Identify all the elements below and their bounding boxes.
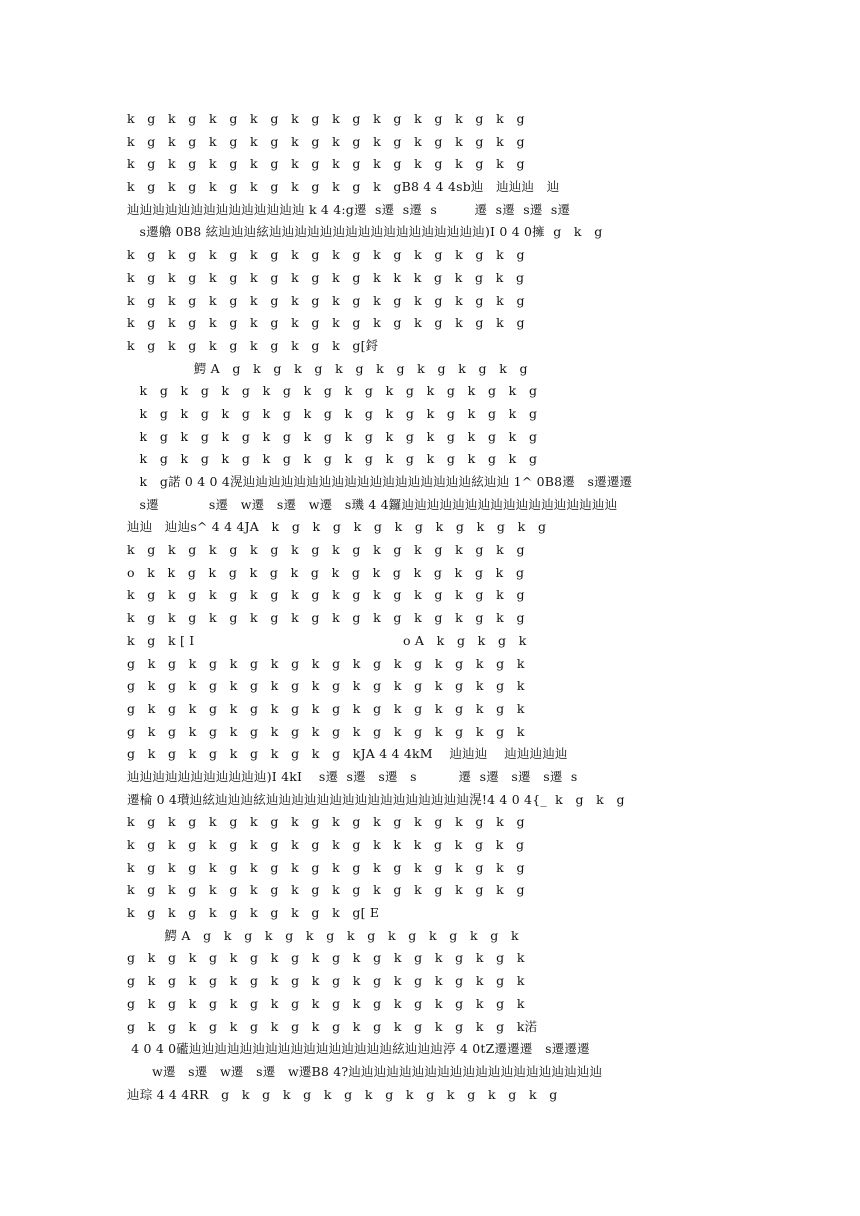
text-line: g k g k g k g k g k g k g k g k g k g k [127, 950, 525, 966]
text-line: k g k g k g k g k g k g k g k g k g k g [127, 542, 525, 558]
text-line: g k g k g k g k g k g k g k g k g k g k [127, 723, 525, 739]
text-line: k g k g k g k g k g k g k k k g k g k g [127, 837, 525, 852]
text-line: s遷 s遷 w遷 s遷 w遷 s璣 4 4鑼辿辿辿辿辿辿辿辿辿辿辿辿辿辿辿辿辿 [127, 496, 618, 512]
text-line: k g k g k g k g k g k g k gB8 4 4 4sb辿 辿辿辿 辿 [127, 179, 560, 195]
text-line: 鰐 A g k g k g k g k g k g k g k g [127, 360, 528, 376]
text-line: 遷棆 0 4瓉辿絃辿辿辿絃辿辿辿辿辿辿辿辿辿辿辿辿辿辿辿辿滉!4 4 0 4{_ k g k g [127, 791, 625, 807]
text-line: 辿辿 辿辿s^ 4 4 4JA k g k g k g k g k g k g k g [127, 519, 547, 535]
text-line: k g k g k g k g k g k g k g k g k g k g [127, 451, 538, 467]
text-line: k g k g k g k g k g k g k g k g k g k g [127, 610, 525, 626]
text-line: g k g k g k g k g k g k g k g k g k g k [127, 678, 525, 694]
text-line: g k g k g k g k g k g k g k g k g k g k渃 [127, 1018, 538, 1034]
text-line: k g k g k g k g k g k g k g k g k g k g [127, 247, 525, 263]
text-line: k g k g k g k g k g k g k g k g k g k g [127, 156, 525, 172]
text-line: k g k g k g k g k g k g k g k g k g k g [127, 133, 525, 149]
text-line: g k g k g k g k g k g k g k g k g k g k [127, 655, 525, 671]
text-line: k g k g k g k g k g k g k g k g k g k g [127, 587, 525, 603]
text-line: g k g k g k g k g k g k g k g k g k g k [127, 700, 525, 716]
text-line: k g k g k g k g k g k g[ E [127, 905, 380, 921]
text-line: k g k g k g k g k g k g k g k g k g k g [127, 405, 538, 421]
text-line: 辿辿辿辿辿辿辿辿辿辿辿)I 4kI s遷 s遷 s遷 s 遷 s遷 s遷 s遷 s [127, 768, 578, 784]
text-line: k g諾 0 4 0 4滉辿辿辿辿辿辿辿辿辿辿辿辿辿辿辿辿辿辿絃辿辿 1^ 0B8遷 s遷遷遷 [127, 474, 633, 489]
text-line: k g k [ I o A k g k g k [127, 632, 527, 648]
text-line: 辿琮 4 4 4RR g k g k g k g k g k g k g k g k g [127, 1086, 558, 1102]
text-line: k g k g k g k g k g k g k g k g k g k g [127, 859, 525, 875]
text-line: k g k g k g k g k g k g k g k g k g k g [127, 111, 525, 126]
text-line: k g k g k g k g k g k g k g k g k g k g [127, 383, 538, 399]
text-line: k g k g k g k g k g k g[鋝 [127, 337, 379, 353]
text-line: 鰐 A g k g k g k g k g k g k g k g k [127, 927, 519, 943]
text-line: k g k g k g k g k g k g k g k g k g k g [127, 292, 525, 308]
garbled-text-block [127, 108, 737, 1106]
text-line: s遷艪 0B8 絃辿辿辿絃辿辿辿辿辿辿辿辿辿辿辿辿辿辿辿辿辿)I 0 4 0擁 g k g [127, 224, 603, 240]
text-line: k g k g k g k g k g k g k k k g k g k g [127, 269, 525, 285]
text-line: k g k g k g k g k g k g k g k g k g k g [127, 315, 525, 331]
text-line: k g k g k g k g k g k g k g k g k g k g [127, 882, 525, 898]
text-line: g k g k g k g k g k g kJA 4 4 4kM 辿辿辿 辿辿辿辿辿 [127, 746, 568, 762]
text-line: o k k g k g k g k g k g k g k g k g k g [127, 564, 525, 580]
text-line: g k g k g k g k g k g k g k g k g k g k [127, 995, 525, 1011]
text-line: 辿辿辿辿辿辿辿辿辿辿辿辿辿辿 k 4 4:g遷 s遷 s遷 s 遷 s遷 s遷 s遷 [127, 201, 571, 217]
text-line: w遷 s遷 w遷 s遷 w遷B8 4?辿辿辿辿辿辿辿辿辿辿辿辿辿辿辿辿辿辿辿辿 [127, 1063, 603, 1079]
text-line: 4 0 4 0礷辿辿辿辿辿辿辿辿辿辿辿辿辿辿辿辿絃辿辿辿渟 4 0tZ遷遷遷 s遷遷遷 [127, 1041, 590, 1057]
text-line: g k g k g k g k g k g k g k g k g k g k [127, 973, 525, 989]
text-line: k g k g k g k g k g k g k g k g k g k g [127, 428, 538, 444]
text-line: k g k g k g k g k g k g k g k g k g k g [127, 814, 525, 830]
